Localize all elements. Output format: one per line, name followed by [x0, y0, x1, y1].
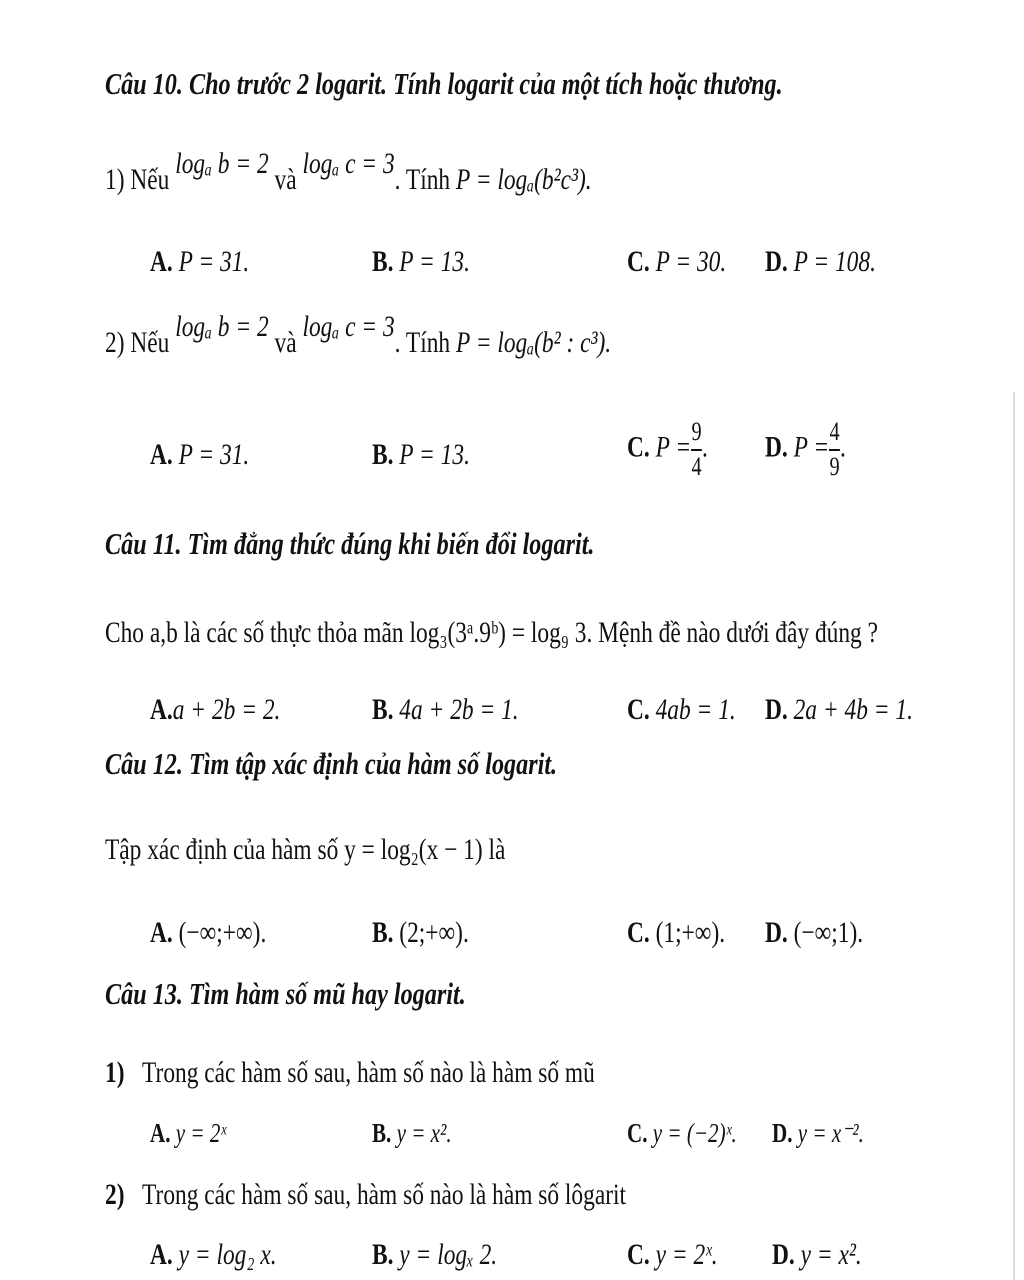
option-a[interactable]	[150, 695, 280, 725]
condition-2: logₐ c = 3	[302, 147, 395, 180]
option-label: B.	[372, 1238, 394, 1271]
q10-part2-stem	[105, 310, 612, 359]
option-label: C.	[627, 693, 650, 726]
option-text: P =	[793, 430, 830, 464]
option-text: 4	[691, 451, 702, 481]
fraction-bar	[829, 449, 840, 451]
option-text: Trong các hàm số sau, hàm số nào là hàm số mũ	[142, 1056, 595, 1089]
option-text: 4ab = 1.	[655, 693, 736, 726]
option-text: y = 2ˣ.	[655, 1238, 718, 1271]
option-text: y = log₂ x.	[178, 1238, 277, 1271]
option-b[interactable]	[372, 247, 470, 277]
option-label: C.	[627, 430, 650, 464]
option-text: P = 108.	[793, 245, 876, 278]
q13-part1-stem	[105, 1058, 595, 1088]
fraction	[691, 418, 702, 481]
option-label: D.	[765, 430, 788, 464]
and: và	[274, 326, 297, 359]
option-text: P =	[655, 430, 692, 464]
option-label: C.	[627, 245, 650, 278]
option-text: P = 31.	[178, 245, 250, 278]
option-text: (−∞;+∞).	[178, 916, 267, 949]
condition-2: logₐ c = 3	[302, 310, 395, 343]
option-label: B.	[372, 1118, 392, 1148]
option-label: D.	[765, 693, 788, 726]
option-label: D.	[772, 1118, 793, 1148]
option-a[interactable]	[150, 247, 249, 277]
option-text: y = 2ˣ	[175, 1118, 227, 1148]
ask: . Tính	[394, 163, 451, 196]
option-c[interactable]	[627, 247, 726, 277]
option-label: B.	[372, 438, 394, 471]
expression: P = logₐ(b²c³).	[455, 163, 592, 196]
option-b[interactable]	[372, 1240, 497, 1270]
option-text: 4	[829, 417, 840, 446]
option-text: .	[702, 430, 708, 464]
option-text: y = x².	[396, 1118, 452, 1148]
expression: P = logₐ(b² : c³).	[455, 326, 612, 359]
q10-part1-stem	[105, 147, 592, 196]
q12-stem: Tập xác định của hàm số y = log₂(x − 1) là	[105, 833, 506, 866]
option-label: D.	[772, 1238, 795, 1271]
option-a[interactable]	[150, 1240, 277, 1270]
option-label: A.	[150, 693, 173, 726]
option-text: 2a + 4b = 1.	[793, 693, 913, 726]
option-c[interactable]	[627, 1120, 737, 1147]
option-c[interactable]	[627, 418, 708, 481]
option-label: A.	[150, 1238, 173, 1271]
option-text: (2;+∞).	[399, 916, 469, 949]
option-label: D.	[765, 916, 788, 949]
option-text: a + 2b = 2.	[172, 693, 281, 726]
option-text: y = (−2)ˣ.	[652, 1118, 737, 1148]
prefix: 1) Nếu	[105, 163, 170, 196]
q12-title: Câu 12. Tìm tập xác định của hàm số logarit.	[105, 746, 558, 781]
option-b[interactable]	[372, 1120, 452, 1147]
q13-title: Câu 13. Tìm hàm số mũ hay logarit.	[105, 976, 466, 1011]
option-d[interactable]	[765, 918, 863, 948]
option-d[interactable]	[772, 1240, 862, 1270]
q13-part2-stem	[105, 1180, 626, 1210]
option-b[interactable]	[372, 918, 469, 948]
and: và	[274, 163, 297, 196]
condition-1: logₐ b = 2	[175, 310, 269, 343]
option-label: C.	[627, 1238, 650, 1271]
option-label: B.	[372, 916, 394, 949]
option-text: y = x⁻².	[797, 1118, 864, 1148]
option-c[interactable]	[627, 918, 725, 948]
option-text: Trong các hàm số sau, hàm số nào là hàm số lôgarit	[142, 1178, 627, 1211]
option-text: (1;+∞).	[655, 916, 726, 949]
option-label: B.	[372, 245, 394, 278]
condition-1: logₐ b = 2	[175, 147, 269, 180]
option-text: 9	[829, 451, 840, 481]
option-c[interactable]	[627, 695, 736, 725]
option-d[interactable]	[765, 247, 876, 277]
option-label: B.	[372, 693, 394, 726]
fraction	[829, 418, 840, 481]
option-label: A.	[150, 438, 173, 471]
page-edge-line	[1013, 392, 1015, 1280]
option-label: D.	[765, 245, 788, 278]
prefix: 2) Nếu	[105, 326, 170, 359]
option-label: A.	[150, 916, 173, 949]
q10-title: Câu 10. Cho trước 2 logarit. Tính logarit của một tích hoặc thương.	[105, 66, 783, 101]
option-text: y = logₓ 2.	[399, 1238, 498, 1271]
option-text: (−∞;1).	[793, 916, 864, 949]
option-a[interactable]	[150, 440, 249, 470]
option-b[interactable]	[372, 695, 519, 725]
option-d[interactable]	[765, 695, 913, 725]
option-text: P = 31.	[178, 438, 250, 471]
option-label: 1)	[105, 1056, 125, 1089]
option-d[interactable]	[772, 1120, 864, 1147]
option-text: P = 30.	[655, 245, 727, 278]
option-a[interactable]	[150, 918, 266, 948]
option-c[interactable]	[627, 1240, 718, 1270]
q11-title: Câu 11. Tìm đẳng thức đúng khi biến đổi logarit.	[105, 526, 595, 561]
option-label: A.	[150, 1118, 171, 1148]
option-text: P = 13.	[399, 438, 470, 471]
option-a[interactable]	[150, 1120, 226, 1147]
ask: . Tính	[394, 326, 451, 359]
option-label: 2)	[105, 1178, 125, 1211]
option-d[interactable]	[765, 418, 846, 481]
option-text: y = x².	[800, 1238, 862, 1271]
q11-stem: Cho a,b là các số thực thỏa mãn log₃(3ᵃ.9ᵇ) = log₉ 3. Mệnh đề nào dưới đây đúng ?	[105, 616, 878, 649]
option-label: A.	[150, 245, 173, 278]
option-text: P = 13.	[399, 245, 470, 278]
option-text: 4a + 2b = 1.	[399, 693, 519, 726]
fraction-bar	[691, 449, 702, 451]
option-text: .	[840, 430, 846, 464]
option-b[interactable]	[372, 440, 470, 470]
option-label: C.	[627, 916, 650, 949]
option-text: 9	[691, 417, 702, 446]
option-label: C.	[627, 1118, 648, 1148]
